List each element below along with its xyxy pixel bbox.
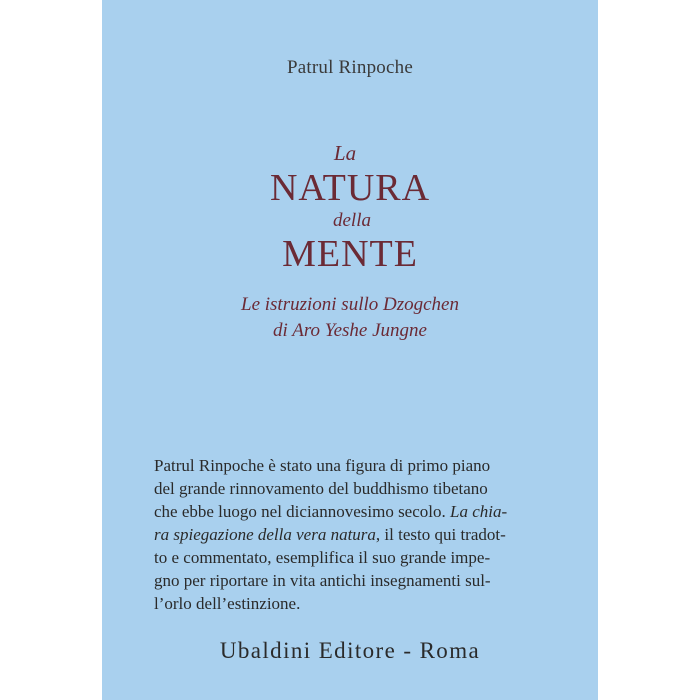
blurb-line-4-text: , il testo qui tradot- xyxy=(375,525,506,544)
blurb-line-6: gno per riportare in vita antichi insegnamenti sul- xyxy=(154,571,491,590)
title-line-natura: NATURA xyxy=(269,167,431,209)
subtitle-line-2: di Aro Yeshe Jungne xyxy=(273,320,427,341)
blurb-line-7: l’orlo dell’estinzione. xyxy=(154,594,301,613)
blurb-line-4 xyxy=(154,523,544,546)
book-title xyxy=(102,140,598,276)
cover-blurb xyxy=(154,454,544,615)
title-line-mente: MENTE xyxy=(282,233,418,275)
book-subtitle xyxy=(102,292,598,344)
publisher-name: Ubaldini Editore - Roma xyxy=(219,638,481,663)
blurb-line-3-italic: La chia- xyxy=(450,502,508,521)
blurb-line-1: Patrul Rinpoche è stato una figura di primo piano xyxy=(154,456,491,475)
blurb-line-3-text: che ebbe luogo nel diciannovesimo secolo. xyxy=(154,502,450,521)
blurb-line-4-italic: ra spiegazione della vera natura xyxy=(154,525,376,544)
blurb-line-2: del grande rinnovamento del buddhismo tibetano xyxy=(154,479,488,498)
subtitle-line-1: Le istruzioni sullo Dzogchen xyxy=(241,294,459,315)
blurb-line-5: to e commentato, esemplifica il suo grande impe- xyxy=(154,548,491,567)
blurb-line-3 xyxy=(154,500,544,523)
title-line-della: della xyxy=(333,210,371,231)
title-line-la: La xyxy=(333,141,357,165)
author-name: Patrul Rinpoche xyxy=(287,57,413,78)
